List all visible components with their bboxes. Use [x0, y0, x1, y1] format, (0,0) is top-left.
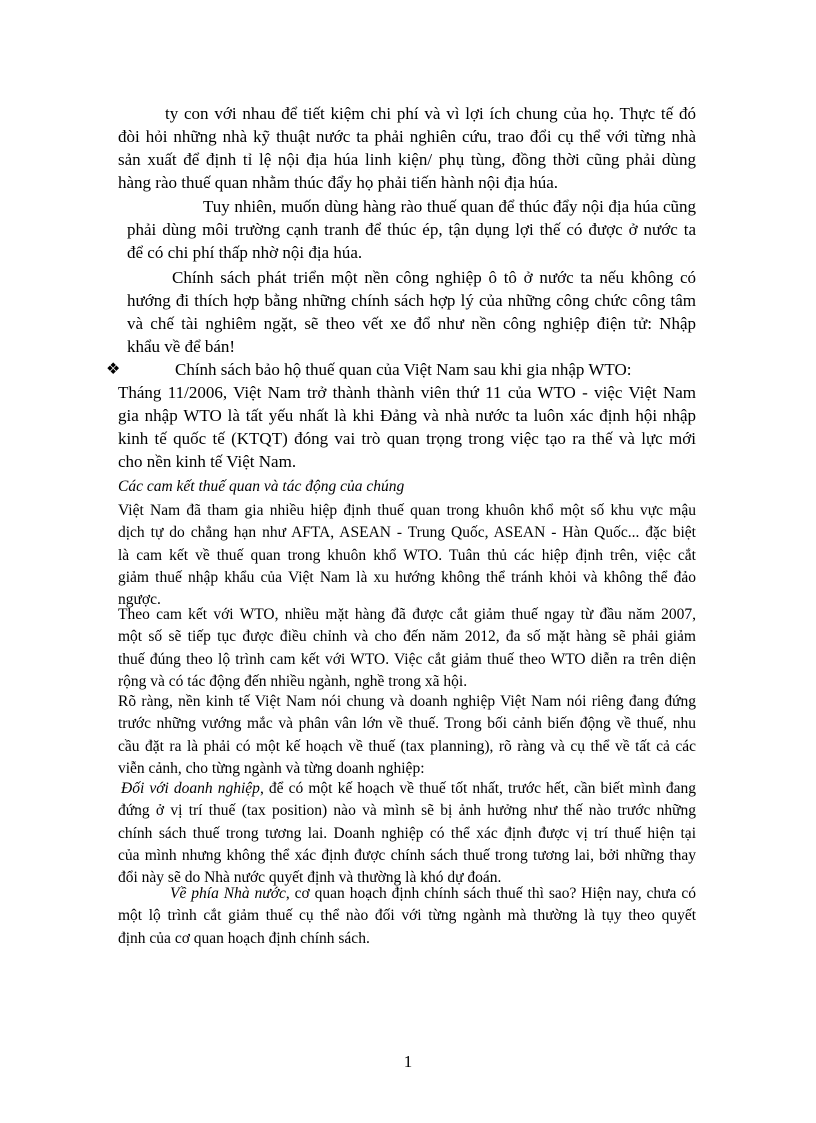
text-line: phải dùng môi trường cạnh tranh để thúc ép, tận dụng lợi thế có được ở nước ta — [127, 220, 696, 239]
text-line: gia nhập WTO là tất yếu nhất là khi Đảng và nhà nước ta luôn xác định hội nhập — [118, 406, 696, 425]
text-line: viễn cảnh, cho từng ngành và từng doanh nghiệp: — [118, 759, 425, 777]
bullet-heading — [175, 358, 696, 381]
text-line — [118, 778, 696, 800]
text-line: đứng ở vị trí thuế (tax position) nào và mình sẽ bị ảnh hưởng như thế nào trước những — [118, 802, 696, 820]
text-line: sản xuất để định tỉ lệ nội địa húa linh kiện/ phụ tùng, đồng thời cũng phải dùng — [118, 150, 696, 169]
text-line: và chế tài nghiêm ngặt, sẽ theo vết xe đổ như nền công nghiệp điện tử: Nhập — [127, 314, 696, 333]
text-line: một số sẽ tiếp tục được điều chỉnh và cho đến năm 2012, đa số mặt hàng sẽ phải giảm — [118, 628, 696, 646]
text-line: của mình nhưng không thể xác định được chính sách thuế trong tương lai, bởi những thay — [118, 846, 696, 864]
text-line: đổi này sẽ do Nhà nước quyết định và thường là khó dự đoán. — [118, 869, 502, 887]
text-line: ngược. — [118, 591, 161, 609]
text-line: Chính sách bảo hộ thuế quan của Việt Nam sau khi gia nhập WTO: — [175, 360, 632, 379]
paragraph-8 — [118, 778, 696, 889]
text-line — [118, 883, 696, 905]
text-line: dịch tự do chẳng hạn như AFTA, ASEAN - Trung Quốc, ASEAN - Hàn Quốc... đặc biệt — [118, 524, 696, 542]
text-line: chính sách thuế trong tương lai. Doanh nghiệp có thể xác định được vị trí thuế hiện tại — [118, 824, 696, 842]
italic-lead: Về phía Nhà nước — [170, 885, 286, 902]
paragraph-7 — [118, 691, 696, 780]
paragraph-2 — [127, 195, 696, 264]
text-fragment: , để có một kế hoạch về thuế tốt nhất, trước hết, cần biết mình đang — [259, 780, 696, 797]
paragraph-4 — [118, 381, 696, 473]
paragraph-1 — [118, 102, 696, 194]
text-line: cầu đặt ra là phải có một kế hoạch về thuế (tax planning), rõ ràng và cụ thể về tất cả các — [118, 737, 696, 755]
page-number: 1 — [403, 1052, 413, 1071]
section-subheading — [118, 476, 696, 498]
text-line: rộng và có tác động đến nhiều ngành, nghề trong xã hội. — [118, 672, 468, 690]
text-line: kinh tế quốc tế (KTQT) đóng vai trò quan trọng trong việc tạo ra thế và lực mới — [118, 429, 696, 448]
text-line: trước những vướng mắc và phân vân lớn về thuế. Trong bối cảnh biến động về thuế, nhu — [118, 715, 696, 733]
diamond-bullet-icon: ❖ — [106, 359, 121, 378]
text-line: khẩu về để bán! — [127, 337, 236, 356]
paragraph-3 — [127, 266, 696, 358]
text-line: đòi hỏi những nhà kỹ thuật nước ta phải nghiên cứu, trao đổi cụ thể với từng nhà — [118, 127, 696, 146]
italic-lead: Đối với doanh nghiệp — [121, 780, 260, 797]
text-line: Chính sách phát triển một nền công nghiệp ô tô ở nước ta nếu không có — [172, 268, 696, 287]
text-line: Tháng 11/2006, Việt Nam trở thành thành viên thứ 11 của WTO - việc Việt Nam — [118, 383, 696, 402]
text-line: ty con với nhau để tiết kiệm chi phí và vì lợi ích chung của họ. Thực tế đó — [165, 104, 696, 123]
text-line: Các cam kết thuế quan và tác động của chúng — [118, 478, 405, 495]
text-line: thuế đúng theo lộ trình cam kết với WTO. Việc cắt giảm thuế theo WTO diễn ra trên diện — [118, 650, 696, 668]
text-line: cho nền kinh tế Việt Nam. — [118, 452, 297, 471]
text-line: một lộ trình cắt giảm thuế cụ thể nào đối với từng ngành mà thường là tụy theo quyết — [118, 907, 696, 925]
text-line: Rõ ràng, nền kinh tế Việt Nam nói chung và doanh nghiệp Việt Nam nói riêng đang đứng — [118, 693, 696, 710]
text-line: hàng rào thuế quan nhằm thúc đẩy họ phải tiến hành nội địa húa. — [118, 173, 558, 192]
text-line: định của cơ quan hoạch định chính sách. — [118, 929, 370, 947]
text-line: để có chi phí thấp nhờ nội địa húa. — [127, 243, 363, 262]
paragraph-9 — [118, 883, 696, 950]
text-line: Việt Nam đã tham gia nhiều hiệp định thuế quan trong khuôn khổ một số khu vực mậu — [118, 502, 696, 519]
paragraph-6 — [118, 604, 696, 693]
text-line: Theo cam kết với WTO, nhiều mặt hàng đã được cắt giảm thuế ngay từ đầu năm 2007, — [118, 606, 696, 623]
text-line: là cam kết về thuế quan trong khuôn khổ WTO. Tuân thủ các hiệp định trên, việc cắt — [118, 546, 696, 564]
text-line: Tuy nhiên, muốn dùng hàng rào thuế quan để thúc đẩy nội địa húa cũng — [203, 197, 696, 216]
text-fragment: , cơ quan hoạch định chính sách thuế thì sao? Hiện nay, chưa có — [285, 885, 696, 902]
text-line: giảm thuế nhập khẩu của Việt Nam là xu hướng không thể tránh khỏi và không thể đảo — [118, 568, 696, 586]
text-line: hướng đi thích hợp bằng những chính sách hợp lý của những công chức công tâm — [127, 291, 696, 310]
paragraph-5 — [118, 500, 696, 611]
